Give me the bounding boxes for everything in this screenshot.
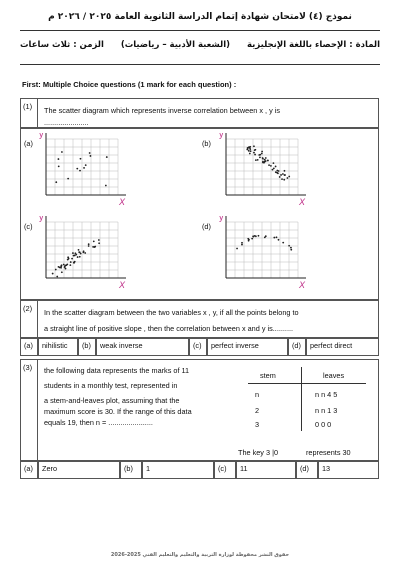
leaves-row-1: n n 4 5 bbox=[315, 390, 338, 399]
header-divider-2 bbox=[20, 64, 380, 65]
question-number-cell bbox=[20, 359, 38, 461]
scatter-point bbox=[88, 243, 90, 245]
scatter-plot-d[interactable] bbox=[218, 216, 314, 292]
scatter-point bbox=[64, 266, 66, 268]
scatter-point bbox=[83, 167, 85, 169]
option-a-label: (a) bbox=[24, 139, 33, 148]
scatter-point bbox=[257, 159, 259, 161]
scatter-point bbox=[98, 239, 100, 241]
x-axis-label: X bbox=[119, 197, 126, 207]
scatter-point bbox=[77, 256, 79, 258]
y-axis-label: y bbox=[219, 216, 224, 222]
stem-row-1: n bbox=[255, 390, 260, 399]
question-2-number: (2) bbox=[23, 304, 33, 313]
scatter-plot-a[interactable] bbox=[38, 133, 134, 209]
scatter-point bbox=[74, 255, 76, 257]
scatter-point bbox=[88, 245, 90, 247]
scatter-point bbox=[270, 165, 272, 167]
scatter-point bbox=[275, 166, 277, 168]
scatter-point bbox=[262, 162, 264, 164]
stem-leaf-key: The key 3 |0 bbox=[238, 448, 279, 457]
scatter-point bbox=[248, 240, 250, 242]
q2-option-b-label[interactable]: (b) bbox=[78, 338, 96, 356]
stem-row-2: 2 bbox=[255, 406, 260, 415]
scatter-point bbox=[267, 160, 269, 162]
scatter-point bbox=[264, 159, 266, 161]
y-axis-label: y bbox=[219, 133, 224, 139]
scatter-point bbox=[58, 158, 60, 160]
scatter-point bbox=[288, 176, 290, 178]
scatter-point bbox=[290, 247, 292, 249]
x-axis-label: X bbox=[299, 280, 306, 290]
scatter-point bbox=[280, 174, 282, 176]
header-divider bbox=[20, 30, 380, 31]
scatter-point bbox=[84, 252, 86, 254]
scatter-point bbox=[288, 245, 290, 247]
q2-option-a-text[interactable]: nihilistic bbox=[38, 338, 78, 356]
stem-leaf-header-line bbox=[248, 383, 366, 384]
scatter-point bbox=[283, 179, 285, 181]
scatter-point bbox=[76, 168, 78, 170]
scatter-point bbox=[98, 242, 100, 244]
option-d-label: (d) bbox=[202, 222, 211, 231]
q2-option-c-text[interactable]: perfect inverse bbox=[207, 338, 288, 356]
scatter-point bbox=[66, 264, 68, 266]
stem-header: stem bbox=[260, 371, 276, 380]
scatter-point bbox=[55, 269, 57, 271]
leaves-row-2: n n 1 3 bbox=[315, 406, 338, 415]
option-c-label: (c) bbox=[24, 222, 33, 231]
scatter-point bbox=[63, 264, 65, 266]
scatter-point bbox=[249, 147, 251, 149]
scatter-point bbox=[262, 157, 264, 159]
question-3-line-5: equals 19, then n = ...................... bbox=[44, 418, 153, 427]
scatter-point bbox=[276, 236, 278, 238]
leaves-row-3: 0 0 0 bbox=[315, 420, 332, 429]
scatter-point bbox=[252, 236, 254, 238]
scatter-point bbox=[259, 156, 261, 158]
scatter-point bbox=[241, 242, 243, 244]
q2-option-a-label[interactable]: (a) bbox=[20, 338, 38, 356]
scatter-point bbox=[281, 178, 283, 180]
question-1-text: The scatter diagram which represents inverse correlation between x , y is bbox=[44, 106, 281, 115]
question-3-line-2: students in a monthly test, represented in bbox=[44, 381, 178, 390]
scatter-plot-c[interactable] bbox=[38, 216, 134, 292]
scatter-point bbox=[284, 174, 286, 176]
scatter-point bbox=[52, 273, 54, 275]
q3-option-d-text[interactable]: 13 bbox=[318, 461, 379, 479]
scatter-point bbox=[282, 173, 284, 175]
question-3-line-3: a stem-and-leaves plot, assuming that the bbox=[44, 396, 180, 405]
scatter-point bbox=[248, 150, 250, 152]
scatter-point bbox=[69, 264, 71, 266]
scatter-point bbox=[74, 252, 76, 254]
stem-row-3: 3 bbox=[255, 420, 260, 429]
scatter-plot-b[interactable] bbox=[218, 133, 314, 209]
y-axis-label: y bbox=[39, 216, 44, 222]
scatter-point bbox=[79, 256, 81, 258]
branch-label: (الشعبة الأدبية – رياضيات) bbox=[120, 40, 231, 50]
scatter-point bbox=[261, 153, 263, 155]
scatter-point bbox=[279, 176, 281, 178]
q3-option-b-label[interactable]: (b) bbox=[120, 461, 142, 479]
option-b-label: (b) bbox=[202, 139, 211, 148]
scatter-point bbox=[265, 157, 267, 159]
scatter-point bbox=[55, 181, 57, 183]
question-3-line-4: maximum score is 30. If the range of this data bbox=[44, 407, 192, 416]
x-axis-label: X bbox=[119, 280, 126, 290]
scatter-point bbox=[273, 237, 275, 239]
q2-option-d-label[interactable]: (d) bbox=[288, 338, 306, 356]
scatter-point bbox=[258, 235, 260, 237]
stem-leaf-divider bbox=[301, 367, 302, 431]
scatter-point bbox=[85, 164, 87, 166]
scatter-point bbox=[58, 266, 60, 268]
q3-option-c-text[interactable]: 11 bbox=[236, 461, 296, 479]
scatter-point bbox=[273, 167, 275, 169]
scatter-point bbox=[67, 178, 69, 180]
scatter-point bbox=[253, 145, 255, 147]
q3-option-a-text[interactable]: Zero bbox=[38, 461, 120, 479]
scatter-point bbox=[67, 259, 69, 261]
scatter-point bbox=[78, 249, 80, 251]
q3-option-c-label[interactable]: (c) bbox=[214, 461, 236, 479]
scatter-point bbox=[268, 164, 270, 166]
scatter-point bbox=[105, 185, 107, 187]
scatter-point bbox=[273, 162, 275, 164]
scatter-point bbox=[254, 149, 256, 151]
scatter-point bbox=[90, 155, 92, 157]
scatter-point bbox=[247, 147, 249, 149]
scatter-point bbox=[258, 154, 260, 156]
scatter-point bbox=[60, 265, 62, 267]
scatter-point bbox=[60, 267, 62, 269]
scatter-point bbox=[61, 151, 63, 153]
question-1-number: (1) bbox=[23, 102, 33, 111]
question-2-line-2: a straight line of positive slope , then the correlation between x and y is.......... bbox=[44, 324, 294, 333]
q2-option-d-text[interactable]: perfect direct bbox=[306, 338, 379, 356]
scatter-point bbox=[64, 265, 66, 267]
scatter-point bbox=[264, 236, 266, 238]
scatter-point bbox=[290, 249, 292, 251]
scatter-point bbox=[89, 152, 91, 154]
q2-option-c-label[interactable]: (c) bbox=[189, 338, 207, 356]
stem-leaf-key-meaning: represents 30 bbox=[306, 448, 351, 457]
q2-option-b-text[interactable]: weak inverse bbox=[96, 338, 189, 356]
scatter-point bbox=[282, 242, 284, 244]
scatter-point bbox=[58, 165, 60, 167]
q3-option-b-text[interactable]: 1 bbox=[142, 461, 214, 479]
subject-label: المادة : الإحصاء باللغة الإنجليزية bbox=[246, 40, 380, 50]
scatter-point bbox=[278, 170, 280, 172]
scatter-point bbox=[287, 177, 289, 179]
scatter-point bbox=[278, 239, 280, 241]
question-3-number: (3) bbox=[23, 363, 33, 372]
scatter-point bbox=[284, 170, 286, 172]
scatter-point bbox=[241, 244, 243, 246]
scatter-point bbox=[71, 258, 73, 260]
scatter-point bbox=[72, 252, 74, 254]
scatter-point bbox=[250, 150, 252, 152]
section-title: First: Multiple Choice questions (1 mark for each question) : bbox=[22, 80, 237, 89]
scatter-point bbox=[106, 156, 108, 158]
leaves-header: leaves bbox=[323, 371, 345, 380]
scatter-point bbox=[80, 158, 82, 160]
scatter-point bbox=[79, 170, 81, 172]
scatter-point bbox=[78, 251, 80, 253]
q3-option-d-label[interactable]: (d) bbox=[296, 461, 318, 479]
x-axis-label: X bbox=[299, 197, 306, 207]
copyright-footer: حقوق النشر محفوظة لوزارة التربية والتعليم والتعليم الفني 2025-2026 bbox=[110, 552, 290, 558]
scatter-point bbox=[251, 238, 253, 240]
time-label: الزمن : ثلاث ساعات bbox=[20, 40, 104, 50]
q3-option-a-label[interactable]: (a) bbox=[20, 461, 38, 479]
scatter-point bbox=[253, 152, 255, 154]
scatter-point bbox=[254, 154, 256, 156]
scatter-point bbox=[276, 172, 278, 174]
scatter-point bbox=[67, 257, 69, 259]
scatter-point bbox=[56, 276, 58, 278]
scatter-point bbox=[272, 169, 274, 171]
question-2-line-1: In the scatter diagram between the two variables x , y, if all the points belong to bbox=[44, 308, 299, 317]
scatter-point bbox=[264, 161, 266, 163]
question-1-dots: ...................... bbox=[44, 118, 89, 127]
scatter-point bbox=[61, 271, 63, 273]
exam-info-row bbox=[20, 40, 380, 50]
y-axis-label: y bbox=[39, 133, 44, 139]
scatter-point bbox=[255, 159, 257, 161]
scatter-point bbox=[70, 261, 72, 263]
scatter-point bbox=[236, 248, 238, 250]
scatter-point bbox=[83, 250, 85, 252]
scatter-point bbox=[261, 151, 263, 153]
question-3-line-1: the following data represents the marks of 11 bbox=[44, 366, 190, 375]
scatter-point bbox=[92, 246, 94, 248]
scatter-point bbox=[93, 240, 95, 242]
exam-title: نموذج (٤) لامتحان شهادة إتمام الدراسة الثانوية العامة ٢٠٢٥ / ٢٠٢٦ م bbox=[48, 12, 352, 22]
scatter-point bbox=[73, 262, 75, 264]
scatter-point bbox=[249, 153, 251, 155]
